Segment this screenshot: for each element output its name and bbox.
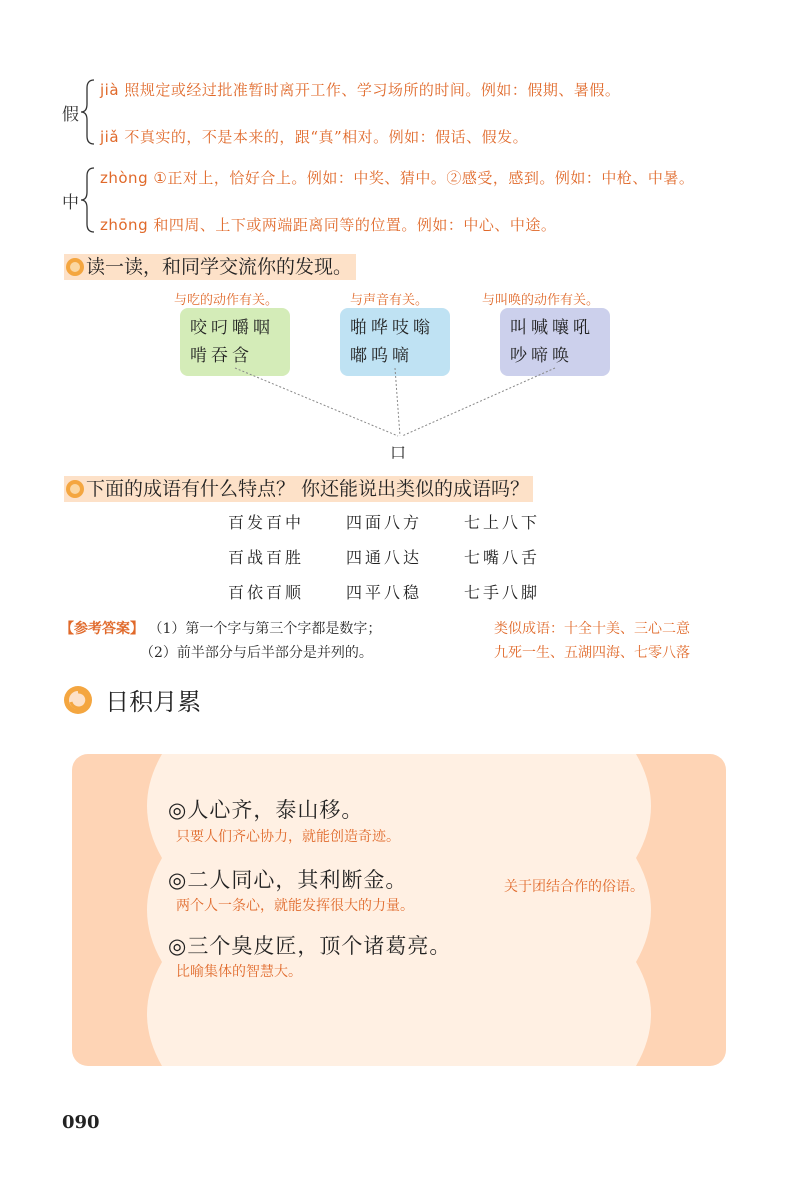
polyphone-jia [62, 76, 782, 150]
read-heading: 读一读，和同学交流你的发现。 [64, 252, 356, 279]
polyphone-char: 中 [62, 193, 79, 213]
group-label: 与叫唤的动作有关。 [482, 293, 600, 308]
idiom-table [228, 510, 588, 615]
char-group-call: 叫喊嚷吼 吵啼唤 [500, 308, 610, 376]
sayings-note: 关于团结合作的俗语。 [504, 879, 644, 895]
brace-icon [80, 78, 96, 146]
definition-line: zhōng 和四周、上下或两端距离同等的位置。例如：中心、中途。 [100, 216, 557, 234]
definition-line: zhòng ①正对上，恰好合上。例如：中奖、猜中。②感受，感到。例如：中枪、中暑。 [100, 169, 695, 187]
idiom-row: 百战百胜 四通八达 七嘴八舌 [228, 548, 541, 567]
saying-text: ◎人心齐，泰山移。 [168, 798, 364, 822]
char-group-eat: 咬叼嚼咽 啃吞含 [180, 308, 290, 376]
section-title-row [62, 682, 201, 717]
brace-icon [80, 166, 96, 234]
similar-idioms-1: 类似成语：十全十美、三心二意 [494, 621, 690, 637]
polyphone-char: 假 [62, 105, 79, 125]
similar-idioms-2: 九死一生、五湖四海、七零八落 [494, 645, 690, 661]
page-number: 090 [62, 1112, 100, 1133]
section-title: 日积月累 [105, 688, 202, 716]
idiom-row: 百发百中 四面八方 七上八下 [228, 513, 541, 532]
polyphone-zhong [62, 164, 782, 238]
idiom-heading: 下面的成语有什么特点？ 你还能说出类似的成语吗？ [64, 474, 533, 501]
root-char: 口 [390, 443, 407, 462]
bullet-icon [66, 258, 84, 276]
saying-meaning: 两个人一条心，就能发挥很大的力量。 [176, 898, 414, 914]
sayings-panel [72, 754, 726, 1066]
saying-text: ◎二人同心，其利断金。 [168, 868, 408, 892]
group-label: 与吃的动作有关。 [174, 293, 279, 308]
saying-meaning: 比喻集体的智慧大。 [176, 964, 302, 980]
bullet-icon [66, 480, 84, 498]
definition-line: jià 照规定或经过批准暂时离开工作、学习场所的时间。例如：假期、暑假。 [100, 81, 621, 99]
swirl-icon [62, 684, 94, 716]
idiom-row: 百依百顺 四平八稳 七手八脚 [228, 583, 541, 602]
answer-line-1: （1）第一个字与第三个字都是数字； [148, 621, 382, 637]
saying-meaning: 只要人们齐心协力，就能创造奇迹。 [176, 829, 400, 845]
saying-text: ◎三个臭皮匠，顶个诸葛亮。 [168, 934, 452, 958]
answer-label: 【参考答案】 [60, 621, 144, 637]
char-group-sound: 啪哗吱嗡 嘟呜嘀 [340, 308, 450, 376]
answer-line-2: （2）前半部分与后半部分是并列的。 [140, 645, 373, 661]
answer-block [60, 618, 381, 638]
group-label: 与声音有关。 [350, 293, 429, 308]
definition-line: jiǎ 不真实的，不是本来的，跟“真”相对。例如：假话、假发。 [100, 128, 529, 146]
